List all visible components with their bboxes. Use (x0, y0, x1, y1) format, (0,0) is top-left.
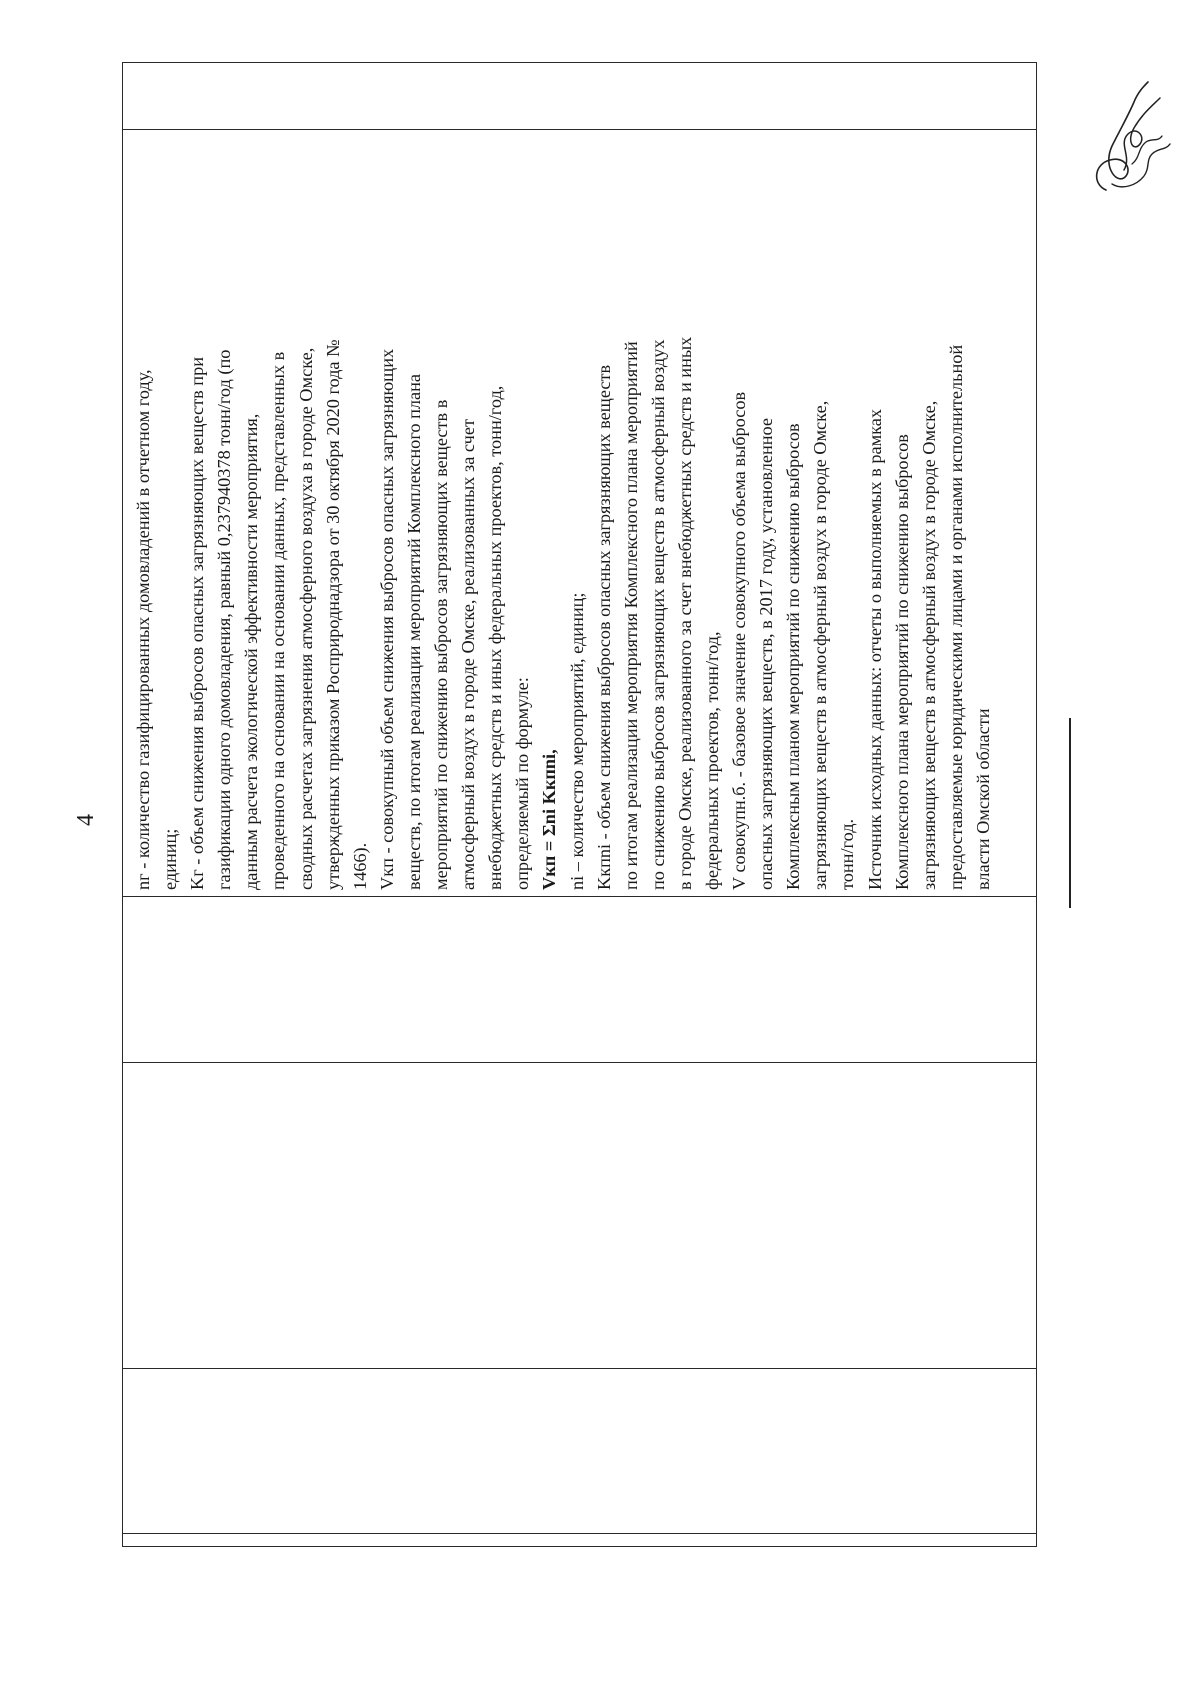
description-line: мероприятий по снижению выбросов загрязняющих веществ в (431, 399, 452, 890)
description-line: Комплексным планом мероприятий по снижению выбросов (783, 423, 804, 890)
description-line: власти Омской области (972, 708, 993, 890)
rotated-table-frame (122, 69, 1037, 1547)
description-line: Kг - объем снижения выбросов опасных загрязняющих веществ при (187, 356, 208, 890)
table-cell-narrow (123, 1534, 1037, 1547)
document-table (122, 62, 1037, 1547)
description-line: опасных загрязняющих веществ, в 2017 году, установленное (756, 417, 777, 890)
footnote-rule (1069, 718, 1071, 908)
table-cell-2 (123, 1063, 1037, 1369)
description-line: Комплексного плана мероприятий по снижению выбросов (891, 434, 912, 890)
description-line: утвержденных приказом Росприроднадзора от 30 октября 2020 года № (322, 339, 343, 890)
description-line: 1466). (349, 842, 370, 890)
table-row (123, 63, 1037, 1547)
table-cell-3 (123, 897, 1037, 1063)
description-line: Kкпni - объем снижения выбросов опасных загрязняющих веществ (593, 364, 614, 890)
description-line: сводных расчетах загрязнения атмосферного воздуха в городе Омске, (295, 347, 316, 890)
description-line: по снижению выбросов загрязняющих веществ в атмосферный воздух (647, 339, 668, 890)
description-line: внебюджетных средств и иных федеральных проектов, тонн/год, (485, 385, 506, 890)
description-line: газификации одного домовладения, равный 0,237940378 тонн/год (по (214, 349, 235, 890)
description-line: Vкп - совокупный объем снижения выбросов опасных загрязняющих (376, 348, 397, 890)
description-line: в городе Омске, реализованного за счет внебюджетных средств и иных (674, 336, 695, 890)
description-text (123, 130, 997, 896)
description-line: nг - количество газифицированных домовладений в отчетном году, (133, 369, 153, 890)
description-line: федеральных проектов, тонн/год, (701, 631, 722, 890)
description-cell (123, 130, 1037, 897)
table-cell-5 (123, 63, 1037, 130)
description-line: данным расчета экологической эффективности мероприятия, (241, 413, 262, 890)
description-line: определяемый по формуле: (512, 677, 533, 890)
description-line: проведенного на основании на основании данных, представленных в (268, 351, 289, 890)
handwritten-signature (1088, 72, 1174, 212)
description-line: ni – количество мероприятий, единиц; (566, 592, 587, 890)
description-line: загрязняющих веществ в атмосферный воздух в городе Омске, (918, 400, 939, 890)
description-line: атмосферный воздух в городе Омске, реализованных за счет (458, 419, 479, 890)
description-line: тонн/год. (837, 818, 858, 890)
description-line: единиц; (160, 828, 181, 890)
page-number: 4 (73, 814, 99, 826)
description-line: по итогам реализации мероприятия Комплексного плана мероприятий (620, 341, 641, 890)
description-line: веществ, по итогам реализации мероприятий Комплексного плана (403, 374, 424, 890)
description-line: Источник исходных данных: отчеты о выполняемых в рамках (864, 408, 885, 890)
description-line: Vкп = Σni Kкпni, (539, 749, 560, 890)
description-line: предоставляемые юридическими лицами и органами исполнительной (945, 344, 966, 890)
description-line: V совокупн.б. - базовое значение совокупного объема выбросов (729, 391, 750, 890)
table-cell-1 (123, 1369, 1037, 1534)
description-line: загрязняющих веществ в атмосферный воздух в городе Омске, (810, 400, 831, 890)
